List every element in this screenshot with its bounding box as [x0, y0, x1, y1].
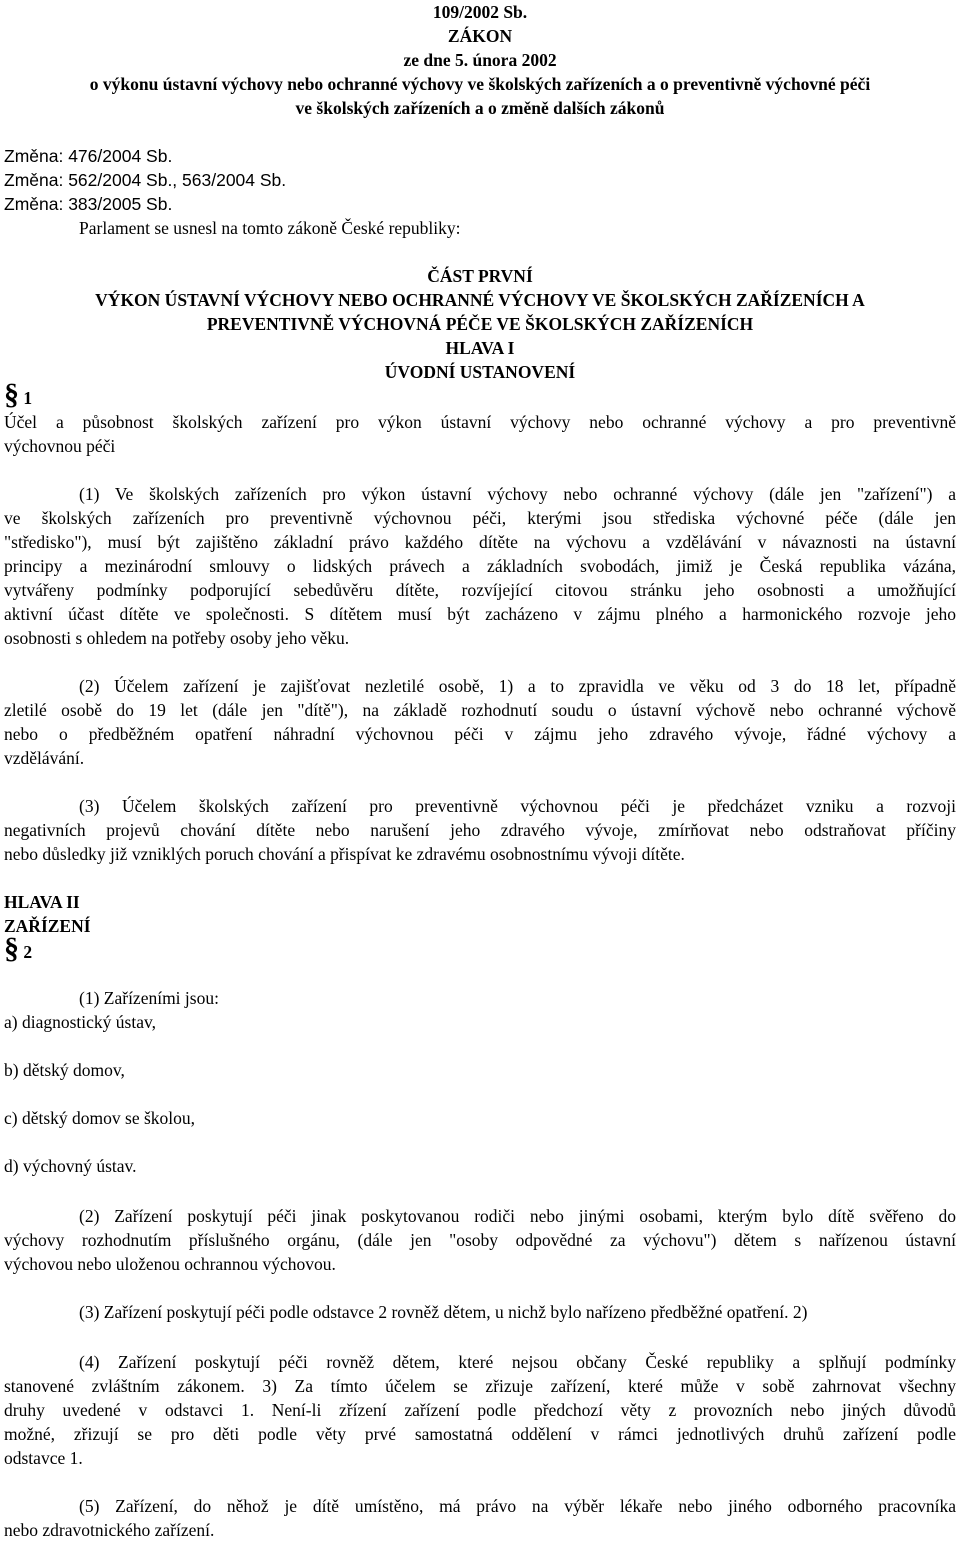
paragraph-line: výchovy rozhodnutím příslušného orgánu, (dále jen "osoby odpovědné za výchovu") dětem s nařízenou ústavní — [4, 1230, 956, 1250]
paragraph-line: vytvářeny podmínky podporující sebedůvěru dítěte, rozvíjející citovou stránku jeho osobnosti a umožňující — [4, 580, 956, 600]
chapter-1-title: ÚVODNÍ USTANOVENÍ — [384, 362, 576, 382]
section-1-heading — [4, 378, 33, 411]
paragraph-line: (4) Zařízení poskytují péči rovněž dětem, které nejsou občany České republiky a splňují podmínky — [79, 1352, 956, 1372]
list-item: b) dětský domov, — [4, 1060, 125, 1080]
list-item: d) výchovný ústav. — [4, 1156, 137, 1176]
amendment-1: Změna: 476/2004 Sb. — [4, 146, 173, 166]
paragraph-line: principy a mezinárodní smlouvy o lidských právech a základních svobodách, jimiž je Česká republika vázána, — [4, 556, 956, 576]
paragraph-line: zletilé osobě do 19 let (dále jen "dítě"), na základě rozhodnutí soudu o ústavní výchově nebo ochranné výchově — [4, 700, 956, 720]
preamble: Parlament se usnesl na tomto zákoně České republiky: — [79, 218, 461, 238]
paragraph-line: (2) Účelem zařízení je zajišťovat nezletilé osobě, 1) a to zpravidla ve věku od 3 do 18 let, případně — [79, 676, 956, 696]
section-2-heading — [4, 932, 33, 965]
paragraph-line: výchovou nebo uloženou ochrannou výchovou. — [4, 1254, 336, 1274]
paragraph-line: (3) Zařízení poskytují péči podle odstavce 2 rovněž dětem, u nichž bylo nařízeno předběžné opatření. 2) — [79, 1302, 808, 1322]
amendment-3: Změna: 383/2005 Sb. — [4, 194, 173, 214]
part-title-line-2: PREVENTIVNĚ VÝCHOVNÁ PÉČE VE ŠKOLSKÝCH ZAŘÍZENÍCH — [206, 314, 754, 334]
section-number: 1 — [23, 388, 33, 408]
section-symbol: § — [4, 932, 19, 965]
paragraph-line: negativních projevů chování dítěte nebo narušení jeho zdravého vývoje, zmírňovat nebo odstraňovat příčiny — [4, 820, 956, 840]
amendment-2: Změna: 562/2004 Sb., 563/2004 Sb. — [4, 170, 287, 190]
paragraph-line: ve školských zařízeních pro preventivně výchovnou péči, kterými jsou střediska výchovné péče (dále jen — [4, 508, 956, 528]
chapter-2-label: HLAVA II — [4, 892, 80, 912]
section-number: 2 — [23, 942, 33, 962]
law-type: ZÁKON — [447, 26, 513, 46]
law-title-line-2: ve školských zařízeních a o změně dalších zákonů — [295, 98, 665, 118]
paragraph-line: osobnosti s ohledem na potřeby osoby jeho věku. — [4, 628, 350, 648]
paragraph-line: "středisko"), musí být zajištěno základní právo každého dítěte na výchovu a vzdělávání v návaznosti na ústavní — [4, 532, 956, 552]
list-intro: (1) Zařízeními jsou: — [79, 988, 219, 1008]
law-date: ze dne 5. února 2002 — [403, 50, 557, 70]
section-1-title-line: výchovnou péči — [4, 436, 116, 456]
paragraph-line: vzdělávání. — [4, 748, 85, 768]
list-item: c) dětský domov se školou, — [4, 1108, 196, 1128]
paragraph-line: nebo o předběžném opatření náhradní výchovnou péči v zájmu jeho zdravého vývoje, řádné výchovy a — [4, 724, 956, 744]
chapter-2-title: ZAŘÍZENÍ — [4, 916, 91, 936]
part-label: ČÁST PRVNÍ — [427, 266, 533, 286]
paragraph-line: nebo důsledky již vzniklých poruch chování a přispívat ke zdravému osobnostnímu vývoji dítěte. — [4, 844, 685, 864]
paragraph-line: (5) Zařízení, do něhož je dítě umístěno, má právo na výběr lékaře nebo jiného odborného pracovníka — [79, 1496, 956, 1516]
paragraph-line: odstavce 1. — [4, 1448, 83, 1468]
paragraph-line: (3) Účelem školských zařízení pro preventivně výchovnou péči je předcházet vzniku a rozvoji — [79, 796, 956, 816]
section-1-title-line: Účel a působnost školských zařízení pro výkon ústavní výchovy nebo ochranné výchovy a pro preventivně — [4, 412, 956, 432]
paragraph-line: (2) Zařízení poskytují péči jinak poskytovanou rodiči nebo jinými osobami, kterým bylo dítě svěřeno do — [79, 1206, 956, 1226]
paragraph-line: možné, zřizují se pro děti podle věty prvé samostatná oddělení v rámci jednotlivých druhů zařízení podle — [4, 1424, 956, 1444]
part-title-line-1: VÝKON ÚSTAVNÍ VÝCHOVY NEBO OCHRANNÉ VÝCHOVY VE ŠKOLSKÝCH ZAŘÍZENÍCH A — [95, 290, 865, 310]
chapter-1-label: HLAVA I — [445, 338, 515, 358]
paragraph-line: nebo zdravotnického zařízení. — [4, 1520, 215, 1540]
list-item: a) diagnostický ústav, — [4, 1012, 156, 1032]
paragraph-line: (1) Ve školských zařízeních pro výkon ústavní výchovy nebo ochranné výchovy (dále jen "zařízení") a — [79, 484, 956, 504]
paragraph-line: aktivní účast dítěte ve společnosti. S dítětem musí být zacházeno v zájmu plného a harmonického rozvoje jeho — [4, 604, 956, 624]
law-number: 109/2002 Sb. — [432, 2, 528, 22]
paragraph-line: druhy uvedené v odstavci 1. Není-li zřízení zařízení podle předchozí věty z provozních nebo jiných důvodů — [4, 1400, 956, 1420]
section-symbol: § — [4, 378, 19, 411]
paragraph-line: stanovené zvláštním zákonem. 3) Za tímto účelem se zřizuje zařízení, které může v sobě zahrnovat všechny — [4, 1376, 956, 1396]
law-title-line-1: o výkonu ústavní výchovy nebo ochranné výchovy ve školských zařízeních a o preventivně výchovné péči — [89, 74, 871, 94]
